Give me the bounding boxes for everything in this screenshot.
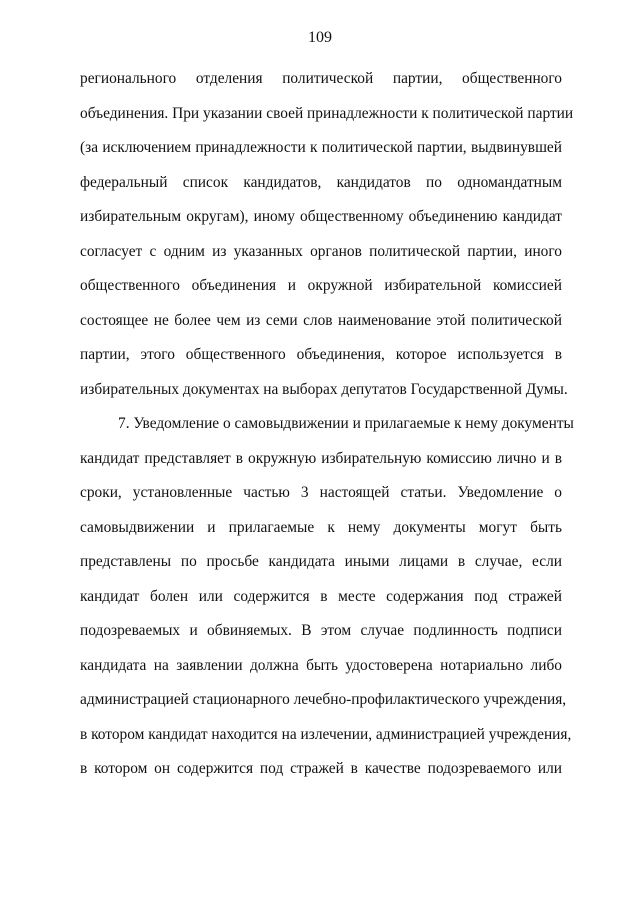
text-line: самовыдвижении и прилагаемые к нему документы могут быть bbox=[80, 518, 562, 536]
text-line: в котором кандидат находится на излечении, администрацией учреждения, bbox=[80, 725, 572, 743]
text-line: избирательных документах на выборах депутатов Государственной Думы. bbox=[80, 380, 568, 398]
text-line: 7. Уведомление о самовыдвижении и прилагаемые к нему документы bbox=[118, 415, 574, 432]
text-line: администрацией стационарного лечебно-профилактического учреждения, bbox=[80, 691, 567, 708]
text-line: кандидат представляет в окружную избирательную комиссию лично и в bbox=[80, 449, 562, 467]
text-line: в котором он содержится под стражей в качестве подозреваемого или bbox=[80, 760, 562, 777]
text-line: (за исключением принадлежности к политической партии, выдвинувшей bbox=[80, 139, 562, 156]
text-line: регионального отделения политической партии, общественного bbox=[80, 70, 562, 87]
text-line: представлены по просьбе кандидата иными лицами в случае, если bbox=[80, 553, 562, 570]
text-line: состоящее не более чем из семи слов наименование этой политической bbox=[80, 311, 562, 329]
text-line: согласует с одним из указанных органов политической партии, иного bbox=[80, 242, 562, 260]
text-line: кандидат болен или содержится в месте содержания под стражей bbox=[80, 587, 562, 605]
text-line: кандидата на заявлении должна быть удостоверена нотариально либо bbox=[80, 656, 562, 674]
text-line: объединения. При указании своей принадлежности к политической партии bbox=[80, 104, 574, 122]
text-line: общественного объединения и окружной избирательной комиссией bbox=[80, 277, 562, 294]
text-line: партии, этого общественного объединения, которое используется в bbox=[80, 346, 562, 363]
text-line: сроки, установленные частью 3 настоящей статьи. Уведомление о bbox=[80, 484, 562, 501]
text-line: подозреваемых и обвиняемых. В этом случае подлинность подписи bbox=[80, 622, 562, 639]
text-line: федеральный список кандидатов, кандидатов по одномандатным bbox=[80, 173, 562, 191]
body-text bbox=[80, 62, 574, 787]
page-number: 109 bbox=[308, 29, 332, 46]
text-line: избирательным округам), иному общественному объединению кандидат bbox=[80, 208, 562, 225]
